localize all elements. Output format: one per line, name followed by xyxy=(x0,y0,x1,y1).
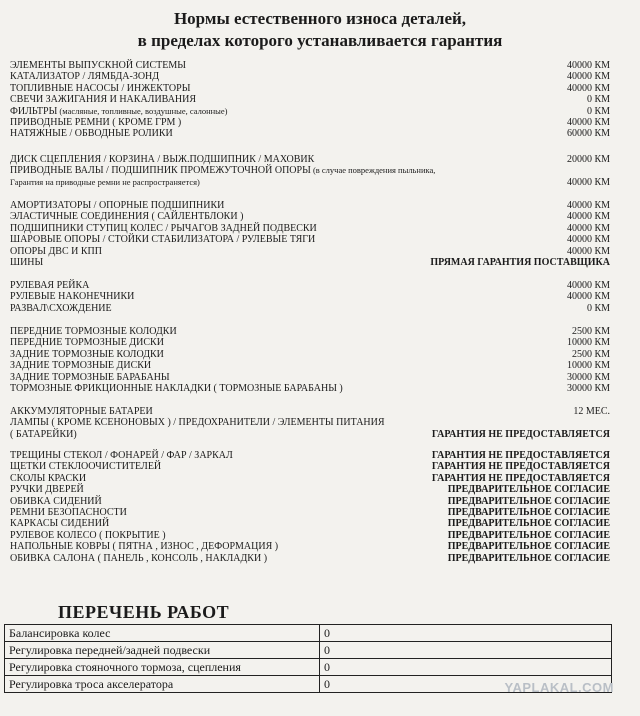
norm-note-2: Гарантия на приводные ремни не распространяется) xyxy=(10,176,200,187)
norm-label-text: КАТАЛИЗАТОР / ЛЯМБДА-ЗОНД xyxy=(10,71,160,83)
norm-label-text: АККУМУЛЯТОРНЫЕ БАТАРЕИ xyxy=(10,406,153,417)
norm-label xyxy=(10,117,567,128)
norm-label-text: ПОДШИПНИКИ СТУПИЦ КОЛЕС / РЫЧАГОВ ЗАДНЕЙ ПОДВЕСКИ xyxy=(10,222,317,234)
norm-note: (масляные, топливные, воздушные, салонные) xyxy=(57,105,228,116)
document-title xyxy=(0,8,640,52)
norm-label xyxy=(10,360,567,371)
norm-value: 40000 КМ xyxy=(566,222,610,234)
norm-label xyxy=(10,337,567,348)
work-value: 0 xyxy=(320,659,612,676)
norm-label-text: НАТЯЖНЫЕ / ОБВОДНЫЕ РОЛИКИ xyxy=(10,128,173,140)
norm-row xyxy=(10,406,610,417)
norm-label-text: ТРЕЩИНЫ СТЕКОЛ / ФОНАРЕЙ / ФАР / ЗАРКАЛ xyxy=(10,450,233,461)
norm-label xyxy=(10,280,567,291)
norm-row xyxy=(10,60,610,71)
work-name: Регулировка стояночного тормоза, сцепления xyxy=(5,659,320,676)
norm-value: ПРЕДВАРИТЕЛЬНОЕ СОГЛАСИЕ xyxy=(447,518,610,530)
norms-group xyxy=(10,406,610,440)
norm-label xyxy=(10,83,567,94)
table-row xyxy=(5,642,612,659)
work-value: 0 xyxy=(320,625,612,642)
work-name: Регулировка троса акселератора xyxy=(5,676,320,693)
norm-row xyxy=(10,383,610,394)
table-row xyxy=(5,659,612,676)
norm-row xyxy=(10,71,610,82)
norm-label xyxy=(10,211,567,222)
work-name: Регулировка передней/задней подвески xyxy=(5,642,320,659)
norm-row xyxy=(10,234,610,245)
norm-row xyxy=(10,530,610,541)
norm-label xyxy=(10,128,567,139)
norm-label xyxy=(10,372,567,383)
norm-row xyxy=(10,360,610,371)
norm-label xyxy=(10,223,567,234)
norm-label xyxy=(10,349,572,360)
norm-label-line-2: ( БАТАРЕЙКИ) xyxy=(10,428,77,440)
norm-label xyxy=(10,553,448,564)
norm-value: 30000 КМ xyxy=(566,383,610,395)
norms-group xyxy=(10,450,610,564)
norm-label xyxy=(10,303,587,314)
norm-row xyxy=(10,280,610,291)
norm-value: 2500 КМ xyxy=(571,326,610,337)
norm-row xyxy=(10,473,610,484)
norm-value: ПРЕДВАРИТЕЛЬНОЕ СОГЛАСИЕ xyxy=(447,507,610,519)
norm-label xyxy=(10,60,567,71)
norm-label xyxy=(10,106,587,117)
norm-label-text: СВЕЧИ ЗАЖИГАНИЯ И НАКАЛИВАНИЯ xyxy=(10,94,197,106)
norm-label-text: ДИСК СЦЕПЛЕНИЯ / КОРЗИНА / ВЫЖ.ПОДШИПНИК / МАХОВИК xyxy=(10,154,315,165)
norm-label-text: ПРИВОДНЫЕ РЕМНИ ( КРОМЕ ГРМ ) xyxy=(10,117,182,129)
norm-row xyxy=(10,372,610,383)
title-line-2: в пределах которого устанавливается гарантия xyxy=(137,31,503,50)
norm-label xyxy=(10,406,573,417)
norm-label-text: ШАРОВЫЕ ОПОРЫ / СТОЙКИ СТАБИЛИЗАТОРА / РУЛЕВЫЕ ТЯГИ xyxy=(10,234,316,246)
norm-row xyxy=(10,417,610,440)
norm-value: ГАРАНТИЯ НЕ ПРЕДОСТАВЛЯЕТСЯ xyxy=(431,428,610,440)
norm-label-text: ПЕРЕДНИЕ ТОРМОЗНЫЕ ДИСКИ xyxy=(10,337,164,349)
norm-label-text: ПЕРЕДНИЕ ТОРМОЗНЫЕ КОЛОДКИ xyxy=(10,326,177,337)
norm-label xyxy=(10,326,572,337)
norm-value: 40000 КМ xyxy=(566,211,610,223)
norm-value: 40000 КМ xyxy=(566,117,610,129)
norm-label-text: РУЛЕВАЯ РЕЙКА xyxy=(10,280,90,291)
norm-label xyxy=(10,71,567,82)
norm-row xyxy=(10,257,610,268)
norm-label-text: РУЧКИ ДВЕРЕЙ xyxy=(10,484,84,496)
norm-label xyxy=(10,450,432,461)
norm-row xyxy=(10,200,610,211)
norm-value: 20000 КМ xyxy=(566,154,610,165)
norm-row xyxy=(10,450,610,461)
norm-value: 40000 КМ xyxy=(566,60,610,71)
norm-row xyxy=(10,326,610,337)
norm-row xyxy=(10,246,610,257)
norm-label-text: НАПОЛЬНЫЕ КОВРЫ ( ПЯТНА , ИЗНОС , ДЕФОРМАЦИЯ ) xyxy=(10,541,279,553)
norm-label xyxy=(10,257,430,268)
norm-label xyxy=(10,234,567,245)
norm-value: 12 МЕС. xyxy=(573,406,610,417)
norm-label xyxy=(10,530,448,541)
norm-row xyxy=(10,461,610,472)
norm-value: ГАРАНТИЯ НЕ ПРЕДОСТАВЛЯЕТСЯ xyxy=(431,472,610,484)
works-title: ПЕРЕЧЕНЬ РАБОТ xyxy=(58,602,230,622)
norm-label-text: ПРИВОДНЫЕ ВАЛЫ / ПОДШИПНИК ПРОМЕЖУТОЧНОЙ ОПОРЫ xyxy=(10,165,311,177)
norm-row xyxy=(10,496,610,507)
norm-label xyxy=(10,165,567,188)
norm-value: 0 КМ xyxy=(586,302,610,314)
title-line-1: Нормы естественного износа деталей, xyxy=(173,9,467,28)
norm-label-text: РУЛЕВЫЕ НАКОНЕЧНИКИ xyxy=(10,291,135,303)
norm-label xyxy=(10,246,567,257)
norm-row xyxy=(10,211,610,222)
norm-label-text: ЗАДНИЕ ТОРМОЗНЫЕ БАРАБАНЫ xyxy=(10,371,170,383)
norm-row xyxy=(10,83,610,94)
norm-label-text: КАРКАСЫ СИДЕНИЙ xyxy=(10,518,110,530)
norm-row xyxy=(10,223,610,234)
norm-label-text: АМОРТИЗАТОРЫ / ОПОРНЫЕ ПОДШИПНИКИ xyxy=(10,200,225,211)
site-watermark: YAPLAKAL.COM xyxy=(504,680,614,695)
norm-label-text: ЭЛАСТИЧНЫЕ СОЕДИНЕНИЯ ( САЙЛЕНТБЛОКИ ) xyxy=(10,211,244,223)
norm-value: 40000 КМ xyxy=(566,82,610,94)
norm-row xyxy=(10,117,610,128)
norm-note: (в случае повреждения пыльника, xyxy=(310,165,436,176)
norms-group xyxy=(10,280,610,314)
work-value: 0 xyxy=(320,642,612,659)
norm-label xyxy=(10,417,432,440)
norm-label xyxy=(10,291,567,302)
norm-label-text: ОБИВКА САЛОНА ( ПАНЕЛЬ , КОНСОЛЬ , НАКЛАДКИ ) xyxy=(10,552,268,564)
norm-label xyxy=(10,94,587,105)
norm-label-text: РЕМНИ БЕЗОПАСНОСТИ xyxy=(10,507,127,519)
norm-value: ГАРАНТИЯ НЕ ПРЕДОСТАВЛЯЕТСЯ xyxy=(431,461,610,473)
norm-label-text: ОПОРЫ ДВС И КПП xyxy=(10,245,102,257)
norm-row xyxy=(10,518,610,529)
norm-label-text: ТОРМОЗНЫЕ ФРИКЦИОННЫЕ НАКЛАДКИ ( ТОРМОЗНЫЕ БАРАБАНЫ ) xyxy=(10,383,343,395)
norm-label-text: ШИНЫ xyxy=(10,257,44,269)
norm-row xyxy=(10,349,610,360)
norm-label-text: ЩЕТКИ СТЕКЛООЧИСТИТЕЛЕЙ xyxy=(10,461,162,473)
norm-value: 0 КМ xyxy=(586,94,610,106)
norm-label-text: РУЛЕВОЕ КОЛЕСО ( ПОКРЫТИЕ ) xyxy=(10,529,166,541)
norm-value: 40000 КМ xyxy=(566,176,610,188)
table-row xyxy=(5,625,612,642)
norm-label-text: ЗАДНИЕ ТОРМОЗНЫЕ КОЛОДКИ xyxy=(10,348,164,360)
norm-row xyxy=(10,303,610,314)
norm-row xyxy=(10,128,610,139)
norm-label-text: СКОЛЫ КРАСКИ xyxy=(10,472,87,484)
norm-value: 40000 КМ xyxy=(566,234,610,246)
norm-value: 10000 КМ xyxy=(566,360,610,372)
norm-row xyxy=(10,106,610,117)
norm-value: ПРЕДВАРИТЕЛЬНОЕ СОГЛАСИЕ xyxy=(447,552,610,564)
norm-label-text: ЭЛЕМЕНТЫ ВЫПУСКНОЙ СИСТЕМЫ xyxy=(10,60,187,71)
norms-group xyxy=(10,200,610,268)
norm-row xyxy=(10,484,610,495)
norm-label-text: ЗАДНИЕ ТОРМОЗНЫЕ ДИСКИ xyxy=(10,360,152,372)
work-value: 0 xyxy=(320,676,612,693)
norm-value: ПРЯМАЯ ГАРАНТИЯ ПОСТАВЩИКА xyxy=(430,257,610,269)
norm-label xyxy=(10,200,567,211)
norm-value: 2500 КМ xyxy=(571,348,610,360)
norm-label-text: ЛАМПЫ ( КРОМЕ КСЕНОНОВЫХ ) / ПРЕДОХРАНИТЕЛИ / ЭЛЕМЕНТЫ ПИТАНИЯ xyxy=(10,417,385,429)
norm-row xyxy=(10,541,610,552)
norms-group xyxy=(10,326,610,394)
work-name: Балансировка колес xyxy=(5,625,320,642)
norm-label xyxy=(10,541,448,552)
norm-value: ПРЕДВАРИТЕЛЬНОЕ СОГЛАСИЕ xyxy=(447,484,610,496)
norm-row xyxy=(10,94,610,105)
norm-value: 60000 КМ xyxy=(566,128,610,140)
norm-label-text: РАЗВАЛ\СХОЖДЕНИЕ xyxy=(10,302,112,314)
norm-value: ПРЕДВАРИТЕЛЬНОЕ СОГЛАСИЕ xyxy=(447,529,610,541)
norm-value: 40000 КМ xyxy=(566,291,610,303)
norm-value: ПРЕДВАРИТЕЛЬНОЕ СОГЛАСИЕ xyxy=(447,541,610,553)
norm-value: 40000 КМ xyxy=(566,71,610,83)
norm-row xyxy=(10,154,610,165)
norm-value: ГАРАНТИЯ НЕ ПРЕДОСТАВЛЯЕТСЯ xyxy=(431,450,610,461)
norm-value: 40000 КМ xyxy=(566,200,610,211)
norm-label xyxy=(10,496,448,507)
norm-label xyxy=(10,461,432,472)
norm-label-text: ТОПЛИВНЫЕ НАСОСЫ / ИНЖЕКТОРЫ xyxy=(10,82,191,94)
norm-row xyxy=(10,337,610,348)
norm-value: ПРЕДВАРИТЕЛЬНОЕ СОГЛАСИЕ xyxy=(447,495,610,507)
norm-row xyxy=(10,507,610,518)
norms-group xyxy=(10,154,610,188)
norms-group xyxy=(10,60,610,140)
norm-label xyxy=(10,154,567,165)
norm-label-text: ФИЛЬТРЫ xyxy=(10,105,58,117)
norm-value: 0 КМ xyxy=(586,105,610,117)
norm-value: 30000 КМ xyxy=(566,371,610,383)
norm-label xyxy=(10,518,448,529)
norm-row xyxy=(10,291,610,302)
norm-label-text: ОБИВКА СИДЕНИЙ xyxy=(10,495,102,507)
norm-value: 10000 КМ xyxy=(566,337,610,349)
norm-row xyxy=(10,165,610,188)
norm-label xyxy=(10,484,448,495)
norm-label xyxy=(10,507,448,518)
norm-label xyxy=(10,473,432,484)
norm-row xyxy=(10,553,610,564)
norm-label xyxy=(10,383,567,394)
norm-value: 40000 КМ xyxy=(566,280,610,291)
norm-value: 40000 КМ xyxy=(566,245,610,257)
